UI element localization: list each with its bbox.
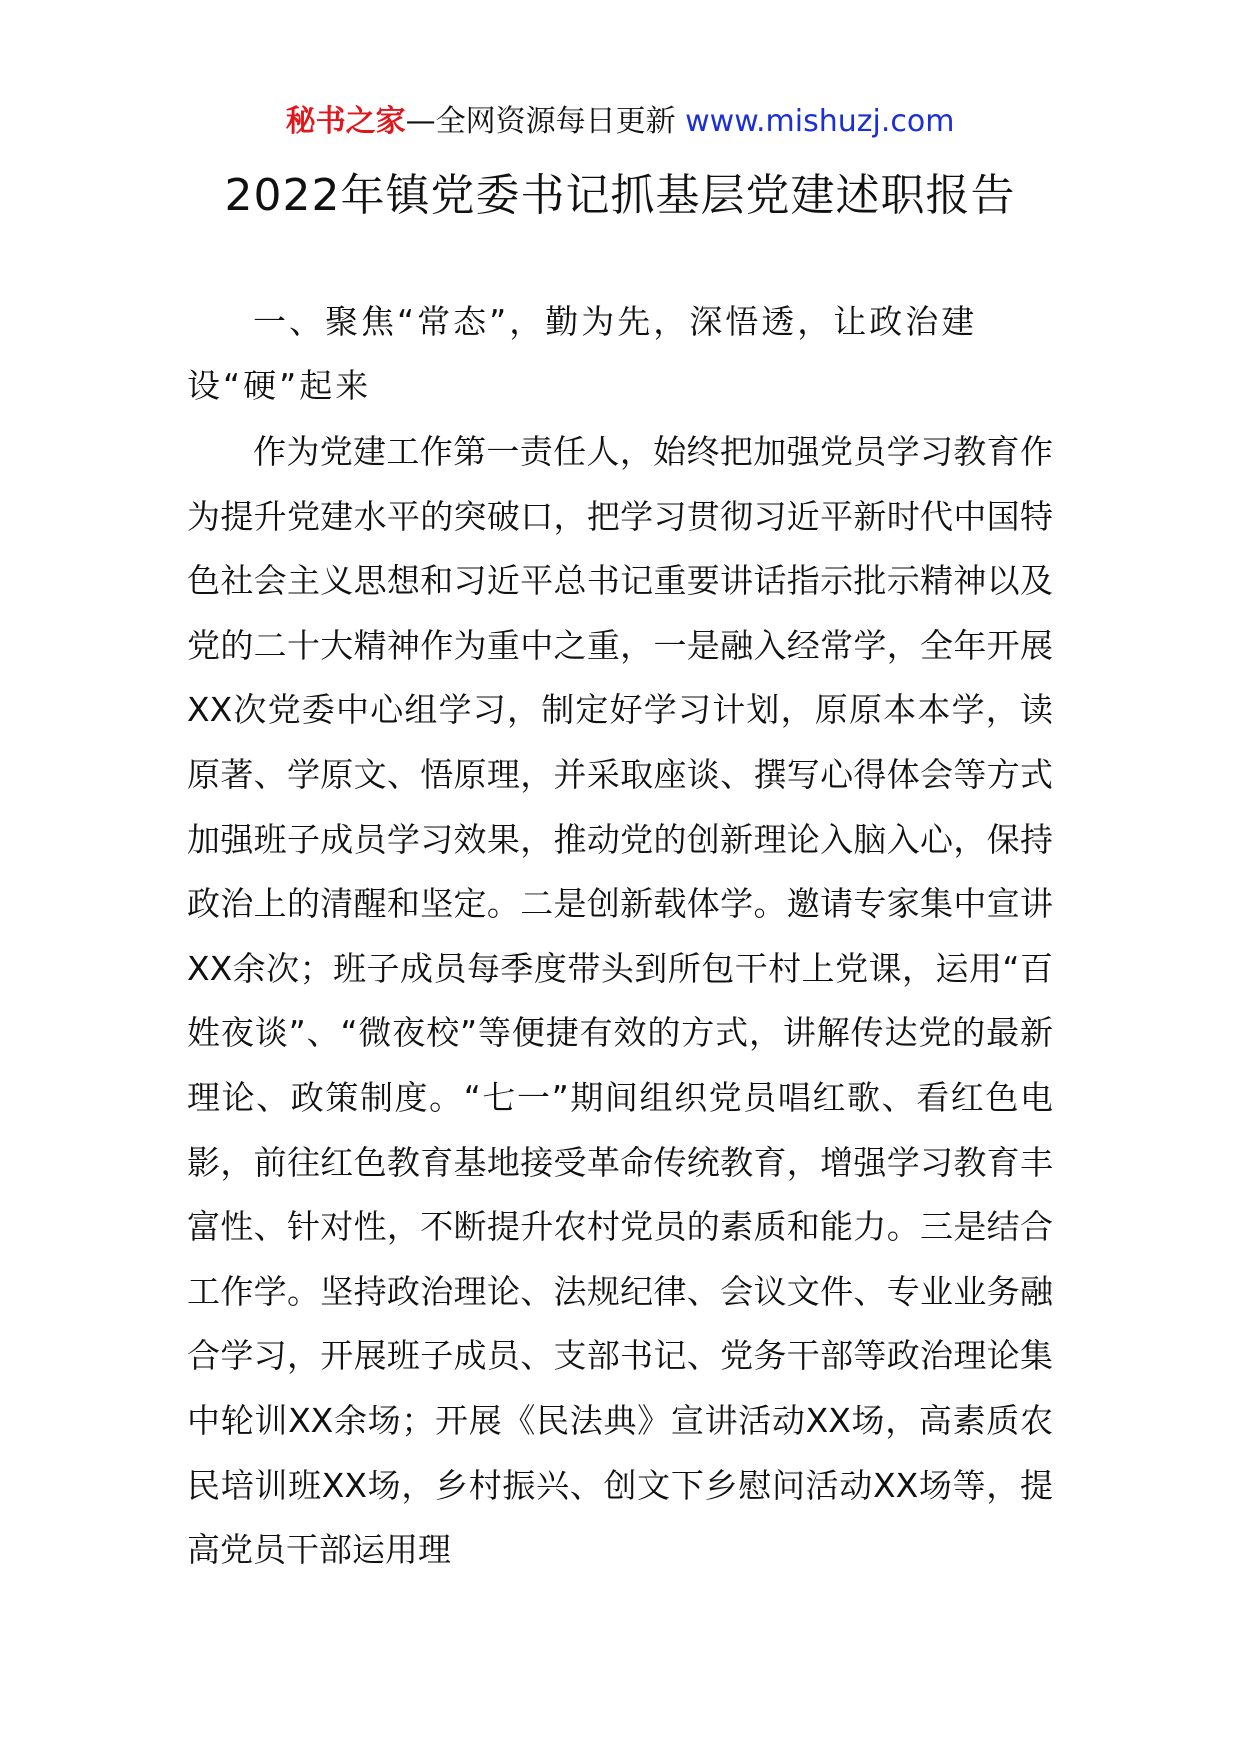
document-title: 2022年镇党委书记抓基层党建述职报告 (224, 170, 1016, 221)
brand-name: 秘书之家 (285, 104, 406, 139)
header-slogan: —全网资源每日更新 (405, 104, 676, 139)
body-paragraph: 作为党建工作第一责任人，始终把加强党员学习教育作为提升党建水平的突破口，把学习贯彻习近平新时代中国特色社会主义思想和习近平总书记重要讲话指示批示精神以及党的二十大精神作为重中之重，一是融入经常学，全年开展XX次党委中心组学习，制定好学习计划，原原本本学，读原著、学原文、悟原理，并采取座谈、撰写心得体会等方式加强班子成员学习效果，推动党的创新理论入脑入心，保持政治上的清醒和坚定。二是创新载体学。邀请专家集中宣讲XX余次；班子成员每季度带头到所包干村上党课，运用“百姓夜谈”、“微夜校”等便捷有效的方式，讲解传达党的最新理论、政策制度。“七一”期间组织党员唱红歌、看红色电影，前往红色教育基地接受革命传统教育，增强学习教育丰富性、针对性，不断提升农村党员的素质和能力。三是结合工作学。坚持政治理论、法规纪律、会议文件、专业业务融合学习，开展班子成员、支部书记、党务干部等政治理论集中轮训XX余场；开展《民法典》宣讲活动XX场，高素质农民培训班XX场，乡村振兴、创文下乡慰问活动XX场等，提高党员干部运用理 (187, 432, 1053, 1570)
section-heading: 一、聚焦“常态”，勤为先，深悟透，让政治建设“硬”起来 (187, 302, 978, 405)
site-url-link[interactable]: www.mishuzj.com (685, 104, 955, 139)
site-header (0, 102, 1240, 142)
